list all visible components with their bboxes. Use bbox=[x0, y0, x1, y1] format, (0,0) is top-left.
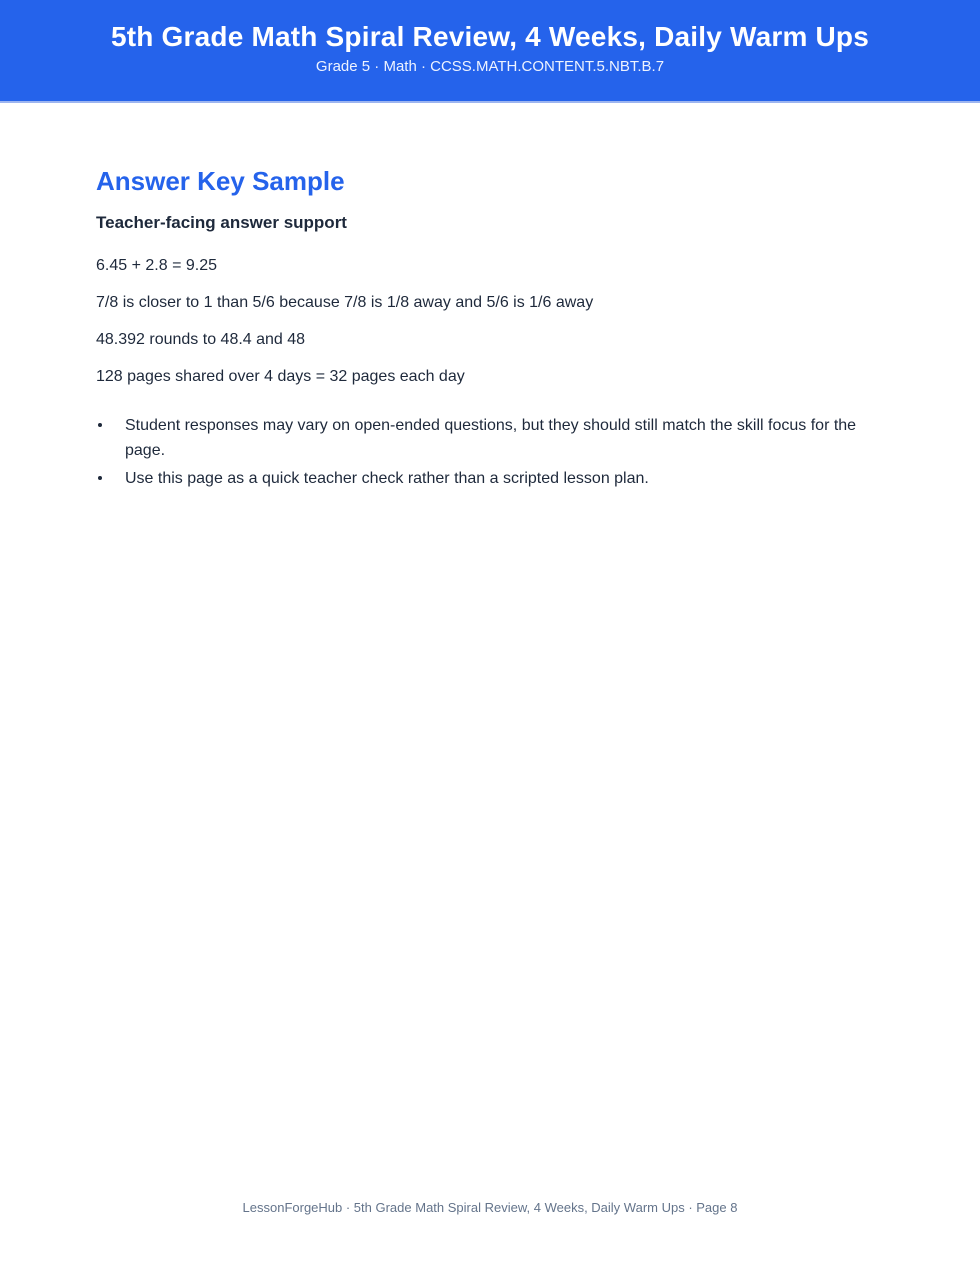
footer-text: LessonForgeHub · 5th Grade Math Spiral Review, 4 Weeks, Daily Warm Ups · Page 8 bbox=[242, 1200, 738, 1215]
list-item bbox=[96, 413, 884, 463]
note-text: Student responses may vary on open-ended questions, but they should still match the skill focus for the page. bbox=[125, 417, 857, 459]
page-header bbox=[0, 0, 980, 103]
content-area bbox=[0, 168, 980, 491]
answer-line: 7/8 is closer to 1 than 5/6 because 7/8 is 1/8 away and 5/6 is 1/6 away bbox=[96, 294, 594, 311]
notes-list bbox=[96, 413, 884, 491]
note-text: Use this page as a quick teacher check rather than a scripted lesson plan. bbox=[125, 470, 649, 487]
page-title: 5th Grade Math Spiral Review, 4 Weeks, Daily Warm Ups bbox=[110, 21, 870, 52]
answer-line: 48.392 rounds to 48.4 and 48 bbox=[96, 331, 306, 348]
section-subheading: Teacher-facing answer support bbox=[96, 213, 347, 232]
answer-line: 6.45 + 2.8 = 9.25 bbox=[96, 257, 217, 274]
page-subtitle: Grade 5 · Math · CCSS.MATH.CONTENT.5.NBT.B.7 bbox=[315, 58, 665, 76]
bullet-dot bbox=[98, 476, 102, 480]
bullet-dot bbox=[98, 423, 102, 427]
section-heading: Answer Key Sample bbox=[96, 166, 345, 196]
list-item bbox=[96, 466, 884, 491]
page-footer bbox=[0, 1200, 980, 1215]
answer-line: 128 pages shared over 4 days = 32 pages each day bbox=[96, 368, 465, 385]
